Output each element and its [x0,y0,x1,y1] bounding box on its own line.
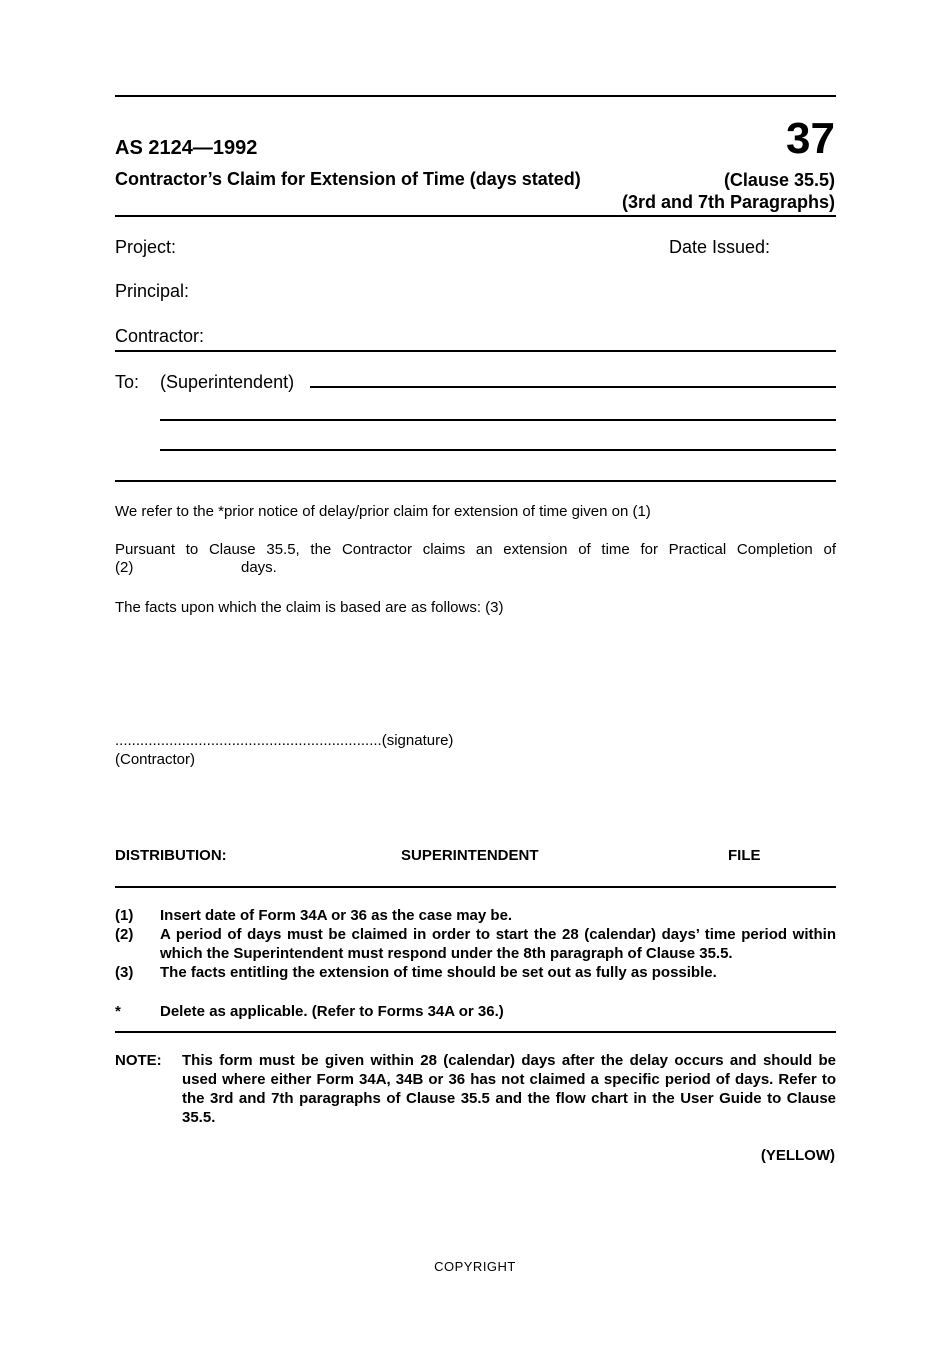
superintendent-line-2[interactable] [160,419,836,421]
superintendent-line-3[interactable] [160,449,836,451]
note-text: This form must be given within 28 (calendar) days after the delay occurs and should be used where either Form 34A, 34B or 36 has not claimed a specific period of days. Refer to the 3rd and 7th paragraphs of Clause 35.5 and the flow chart in the User Guide to Clause 35.5. [182,1052,836,1126]
address-rule [115,480,836,482]
footnote-text: A period of days must be claimed in order to start the 28 (calendar) days’ time period within which the Superintendent must respond under the 8th paragraph of Clause 35.5. [160,926,836,962]
claim-paragraph-line1: Pursuant to Clause 35.5, the Contractor claims an extension of time for Practical Completion of [115,541,836,558]
asterisk-symbol: * [115,1003,121,1020]
claim-days-label: days. [241,559,277,576]
footnote-number: (3) [115,964,134,981]
form-number: 37 [786,114,835,163]
footnote-number: (1) [115,907,134,924]
contractor-label: Contractor: [115,326,205,346]
footnote-number: (2) [115,926,134,943]
footnote-3 [115,963,836,982]
top-rule [115,95,836,97]
prior-notice-paragraph: We refer to the *prior notice of delay/prior claim for extension of time given on (1) [115,503,651,520]
principal-label: Principal: [115,281,190,301]
footnote-text: Insert date of Form 34A or 36 as the case may be. [160,907,513,924]
distribution-rule [115,886,836,888]
date-issued-label: Date Issued: [669,237,771,257]
fields-rule [115,350,836,352]
footnote-text: The facts entitling the extension of time should be set out as fully as possible. [160,964,717,981]
claim-days-number: (2) [115,559,134,576]
footnote-2 [115,925,836,963]
distribution-superintendent: SUPERINTENDENT [401,847,539,864]
distribution-file: FILE [728,847,761,864]
clause-label: (Clause 35.5) [723,170,835,190]
distribution-label: DISTRIBUTION: [115,847,227,864]
footnotes-rule [115,1031,836,1033]
paragraphs-label: (3rd and 7th Paragraphs) [621,192,835,212]
color-tag: (YELLOW) [760,1147,835,1164]
header-rule [115,215,836,217]
note-block [115,1051,836,1127]
signatory-label: (Contractor) [115,751,196,768]
footnote-1 [115,906,836,925]
standard-code: AS 2124—1992 [115,137,258,159]
project-label: Project: [115,237,177,257]
asterisk-text: Delete as applicable. (Refer to Forms 34A or 36.) [160,1003,504,1020]
facts-paragraph: The facts upon which the claim is based are as follows: (3) [115,599,504,616]
superintendent-line-1[interactable] [310,386,836,388]
to-label: To: [115,372,140,392]
form-title: Contractor’s Claim for Extension of Time (days stated) [115,169,581,189]
asterisk-note [115,1002,836,1021]
note-label: NOTE: [115,1052,162,1069]
copyright: COPYRIGHT [434,1259,516,1274]
superintendent-label: (Superintendent) [160,372,295,392]
clause-reference [622,169,835,213]
signature-line[interactable]: ................................................................(signature) [115,732,454,749]
